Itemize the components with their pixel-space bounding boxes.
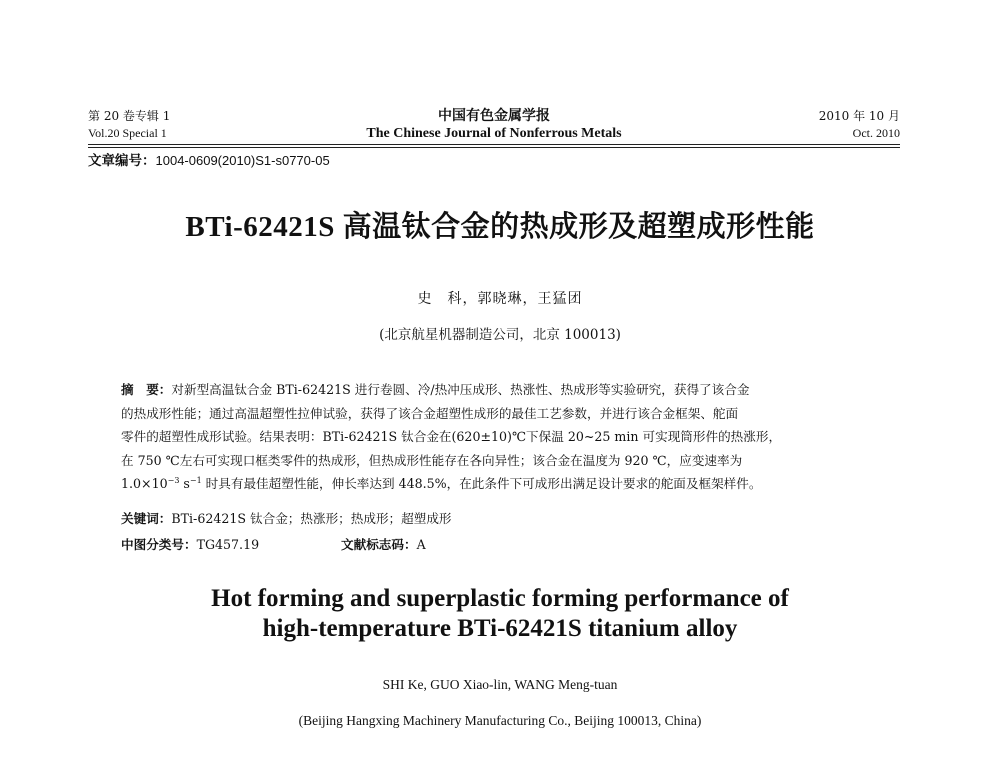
header-rule-thin [88,144,900,145]
abstract-line [121,472,881,496]
abstract-superscript: −3 [167,476,180,486]
abstract-text: 时具有最佳超塑性能，伸长率达到 448.5%，在此条件下可成形出满足设计要求的舵面及框架样件。 [201,476,762,492]
header-date [819,108,900,142]
abstract-chinese [121,378,881,496]
keywords-value: BTi-62421S 钛合金；热涨形；热成形；超塑成形 [171,511,452,526]
classification-label: 中图分类号： [121,537,197,552]
header-journal-zh: 中国有色金属学报 [438,108,550,124]
document-code-value: A [416,537,426,552]
abstract-text: s [179,476,190,492]
authors-english: SHI Ke, GUO Xiao-lin, WANG Meng-tuan [382,677,618,692]
abstract-line: 的热成形性能；通过高温超塑性拉伸试验，获得了该合金超塑性成形的最佳工艺参数，并进行该合金框架、舵面 [121,405,739,421]
header-journal-en: The Chinese Journal of Nonferrous Metals [366,126,622,141]
keywords-label: 关键词： [121,511,172,526]
abstract-line: 在 750 ℃左右可实现口框类零件的热成形，但热成形性能存在各向异性；该合金在温度为 920 ℃，应变速率为 [121,452,743,468]
classification-value: TG457.19 [196,537,260,552]
article-number [88,152,330,170]
classification [121,536,426,554]
authors-chinese: 史 科，郭晓琳，王猛团 [417,291,583,307]
affiliation-chinese: (北京航星机器制造公司，北京 100013) [379,327,621,343]
abstract-label: 摘 要： [121,382,172,397]
title-chinese: BTi-62421S 高温钛合金的热成形及超塑成形性能 [185,211,815,243]
header-volume-zh: 第 20 卷专辑 1 [88,109,171,123]
abstract-superscript: −1 [189,476,202,486]
keywords [121,510,452,528]
abstract-text: 对新型高温钛合金 BTi-62421S 进行卷圆、冷/热冲压成形、热涨性、热成形等实验研究，获得了该合金 [171,382,750,397]
article-number-label: 文章编号： [88,153,156,169]
document-code [341,536,426,554]
header-date-zh: 2010 年 10 月 [818,109,900,123]
abstract-line [121,378,881,402]
abstract-text: 1.0×10 [121,476,168,492]
header-volume-en: Vol.20 Special 1 [88,126,167,140]
running-header [88,108,900,148]
document-code-label: 文献标志码： [341,537,417,552]
abstract-line: 零件的超塑性成形试验。结果表明：BTi-62421S 钛合金在(620±10)℃下保温 20~25 min 可实现筒形件的热涨形， [121,429,782,445]
title-english [0,584,1000,644]
header-journal-name [88,108,900,142]
article-number-value: 1004-0609(2010)S1-s0770-05 [155,153,330,168]
title-english-line: Hot forming and superplastic forming performance of [211,585,789,612]
header-rule-thick [88,147,900,148]
title-english-line: high-temperature BTi-62421S titanium alloy [262,615,738,642]
affiliation-english: (Beijing Hangxing Machinery Manufacturing Co., Beijing 100013, China) [298,713,702,728]
header-date-en: Oct. 2010 [852,126,900,140]
